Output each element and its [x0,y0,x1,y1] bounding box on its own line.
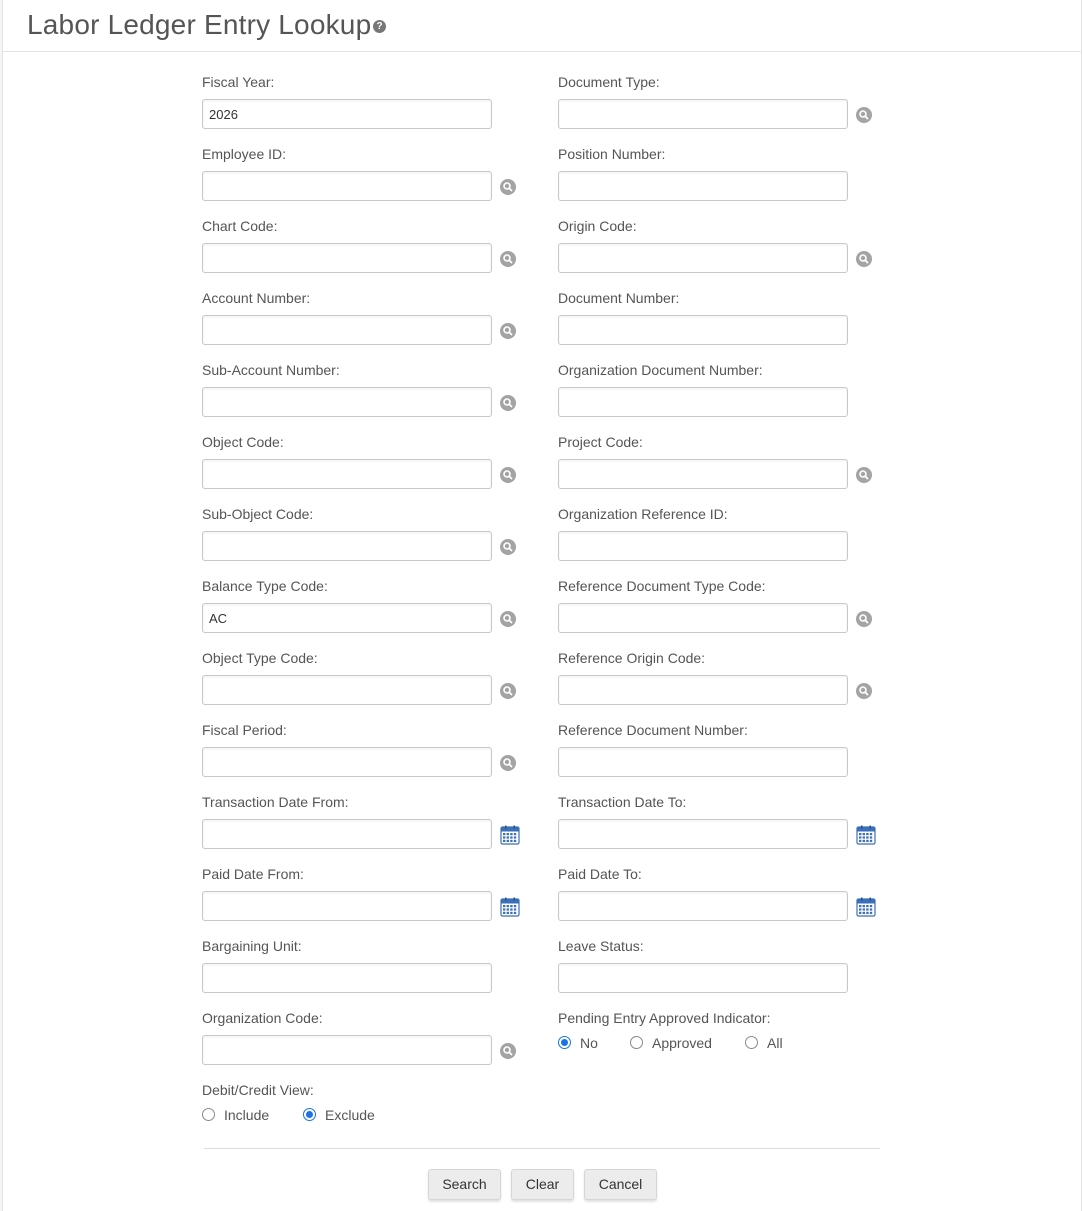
radio-button[interactable] [630,1036,643,1049]
object-type-code-field-group [202,649,532,667]
paid-date-from-input[interactable] [202,891,492,921]
org-document-number-field-group [558,361,888,379]
radio-label: No [580,1035,598,1051]
leave-status-input[interactable] [558,963,848,993]
radio-button[interactable] [558,1036,571,1049]
balance-type-code-input[interactable] [202,603,492,633]
chart-code-field-group [202,217,532,235]
balance-type-code-label: Balance Type Code: [202,578,328,594]
fiscal-period-field-group [202,721,532,739]
search-icon[interactable] [500,251,516,267]
fiscal-year-field-group [202,73,532,91]
calendar-icon[interactable] [500,897,520,917]
help-icon[interactable]: ? [373,20,386,33]
transaction-date-to-label: Transaction Date To: [558,794,687,810]
leave-status-field-group [558,937,888,955]
ref-origin-code-label: Reference Origin Code: [558,650,706,666]
balance-type-code-field-group [202,577,532,595]
search-icon[interactable] [500,179,516,195]
account-number-input[interactable] [202,315,492,345]
ref-document-number-field-group [558,721,888,739]
document-number-input[interactable] [558,315,848,345]
radio-button[interactable] [202,1108,215,1121]
object-type-code-label: Object Type Code: [202,650,318,666]
search-icon[interactable] [500,539,516,555]
position-number-field-group [558,145,888,163]
search-icon[interactable] [500,467,516,483]
fiscal-year-input[interactable] [202,99,492,129]
ref-origin-code-field-group [558,649,888,667]
radio-button[interactable] [303,1108,316,1121]
org-reference-id-label: Organization Reference ID: [558,506,728,522]
fiscal-period-label: Fiscal Period: [202,722,287,738]
fiscal-year-label: Fiscal Year: [202,74,275,90]
organization-code-label: Organization Code: [202,1010,323,1026]
clear-button[interactable]: Clear [511,1169,574,1200]
debit-credit-group [202,1081,532,1123]
search-icon[interactable] [856,611,872,627]
search-button[interactable]: Search [428,1169,501,1200]
transaction-date-from-label: Transaction Date From: [202,794,349,810]
search-icon[interactable] [500,395,516,411]
origin-code-input[interactable] [558,243,848,273]
organization-code-field-group [202,1009,532,1027]
object-type-code-input[interactable] [202,675,492,705]
employee-id-field-group [202,145,532,163]
account-number-label: Account Number: [202,290,311,306]
org-reference-id-input[interactable] [558,531,848,561]
pending-entry-group [558,1009,888,1051]
sub-object-code-label: Sub-Object Code: [202,506,314,522]
ref-origin-code-input[interactable] [558,675,848,705]
page-title: Labor Ledger Entry Lookup [27,9,372,40]
radio-label: Approved [652,1035,712,1051]
object-code-field-group [202,433,532,451]
paid-date-from-field-group [202,865,532,883]
radio-label: Exclude [325,1107,375,1123]
document-type-field-group [558,73,888,91]
bargaining-unit-input[interactable] [202,963,492,993]
search-icon[interactable] [856,251,872,267]
project-code-field-group [558,433,888,451]
origin-code-label: Origin Code: [558,218,637,234]
search-icon[interactable] [500,323,516,339]
sub-account-number-field-group [202,361,532,379]
document-type-input[interactable] [558,99,848,129]
sub-object-code-field-group [202,505,532,523]
radio-button[interactable] [745,1036,758,1049]
ref-document-number-label: Reference Document Number: [558,722,748,738]
employee-id-input[interactable] [202,171,492,201]
bargaining-unit-field-group [202,937,532,955]
pending-entry-label: Pending Entry Approved Indicator: [558,1010,771,1026]
debit-credit-label: Debit/Credit View: [202,1082,314,1098]
document-number-field-group [558,289,888,307]
ref-document-type-code-field-group [558,577,888,595]
calendar-icon[interactable] [500,825,520,845]
org-document-number-label: Organization Document Number: [558,362,763,378]
object-code-label: Object Code: [202,434,284,450]
ref-document-type-code-label: Reference Document Type Code: [558,578,766,594]
cancel-button[interactable]: Cancel [584,1169,657,1200]
project-code-input[interactable] [558,459,848,489]
position-number-input[interactable] [558,171,848,201]
employee-id-label: Employee ID: [202,146,287,162]
search-icon[interactable] [500,683,516,699]
sub-object-code-input[interactable] [202,531,492,561]
ref-document-type-code-input[interactable] [558,603,848,633]
project-code-label: Project Code: [558,434,643,450]
chart-code-label: Chart Code: [202,218,278,234]
form-divider [204,1148,880,1149]
radio-label: All [767,1035,783,1051]
fiscal-period-input[interactable] [202,747,492,777]
search-icon[interactable] [500,755,516,771]
search-icon[interactable] [856,107,872,123]
calendar-icon[interactable] [856,897,876,917]
page-header [3,0,1081,52]
organization-code-input[interactable] [202,1035,492,1065]
search-icon[interactable] [500,1043,516,1059]
lookup-page [2,0,1082,1211]
bargaining-unit-label: Bargaining Unit: [202,938,302,954]
leave-status-label: Leave Status: [558,938,644,954]
org-reference-id-field-group [558,505,888,523]
transaction-date-from-input[interactable] [202,819,492,849]
paid-date-to-label: Paid Date To: [558,866,642,882]
radio-label: Include [224,1107,270,1123]
search-icon[interactable] [500,611,516,627]
document-number-label: Document Number: [558,290,680,306]
transaction-date-to-field-group [558,793,888,811]
origin-code-field-group [558,217,888,235]
object-code-input[interactable] [202,459,492,489]
transaction-date-to-input[interactable] [558,819,848,849]
document-type-label: Document Type: [558,74,660,90]
org-document-number-input[interactable] [558,387,848,417]
sub-account-number-label: Sub-Account Number: [202,362,340,378]
chart-code-input[interactable] [202,243,492,273]
ref-document-number-input[interactable] [558,747,848,777]
sub-account-number-input[interactable] [202,387,492,417]
account-number-field-group [202,289,532,307]
position-number-label: Position Number: [558,146,666,162]
search-icon[interactable] [856,683,872,699]
paid-date-to-input[interactable] [558,891,848,921]
paid-date-from-label: Paid Date From: [202,866,304,882]
calendar-icon[interactable] [856,825,876,845]
paid-date-to-field-group [558,865,888,883]
search-icon[interactable] [856,467,872,483]
transaction-date-from-field-group [202,793,532,811]
